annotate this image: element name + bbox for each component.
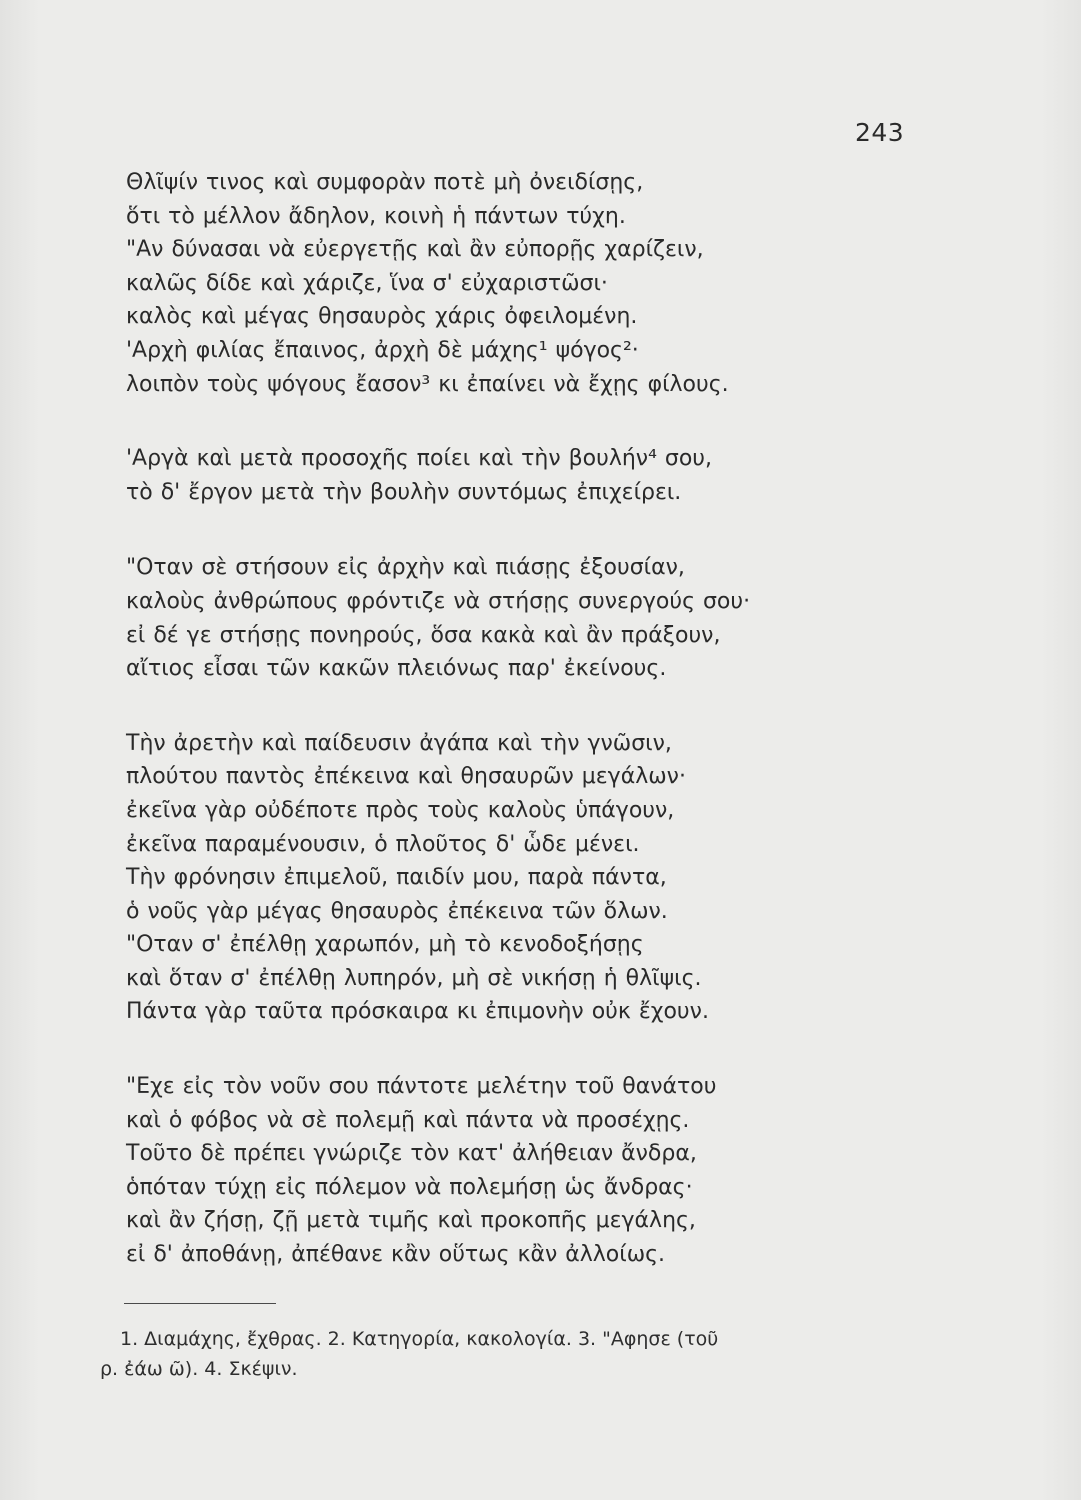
page-number: 243 [855, 118, 905, 147]
verse-line: αἴτιος εἶσαι τῶν κακῶν πλειόνως παρ' ἐκείνους. [126, 656, 667, 682]
verse-line: λοιπὸν τοὺς ψόγους ἔασον³ κι ἐπαίνει νὰ ἔχῃς φίλους. [126, 371, 729, 397]
verse-line: Θλῖψίν τινος καὶ συμφορὰν ποτὲ μὴ ὀνειδίσῃς, [126, 170, 644, 195]
stanza-5 [126, 1070, 886, 1272]
verse-line: τὸ δ' ἔργον μετὰ τὴν βουλὴν συντόμως ἐπιχείρει. [126, 479, 682, 505]
verse-line: "Οταν σὲ στήσουν εἰς ἀρχὴν καὶ πιάσῃς ἐξουσίαν, [126, 555, 685, 581]
verse-line: καλοὺς ἀνθρώπους φρόντιζε νὰ στήσῃς συνεργούς σου· [126, 588, 751, 614]
verse-line: ἐκεῖνα γὰρ οὐδέποτε πρὸς τοὺς καλοὺς ὑπάγουν, [126, 797, 675, 823]
footnote-divider [124, 1303, 276, 1304]
verse-line: καλῶς δίδε καὶ χάριζε, ἵνα σ' εὐχαριστῶσι· [126, 270, 608, 296]
verse-line: ἐκεῖνα παραμένουσιν, ὁ πλοῦτος δ' ὧδε μένει. [126, 831, 640, 857]
verse-line: καὶ ὁ φόβος νὰ σὲ πολεμῇ καὶ πάντα νὰ προσέχῃς. [126, 1107, 690, 1133]
verse-line: πλούτου παντὸς ἐπέκεινα καὶ θησαυρῶν μεγάλων· [126, 764, 686, 790]
verse-line: καὶ ὅταν σ' ἐπέλθῃ λυπηρόν, μὴ σὲ νικήσῃ ἡ θλῖψις. [126, 965, 702, 991]
verse-line: 'Αρχὴ φιλίας ἔπαινος, ἀρχὴ δὲ μάχης¹ ψόγος²· [126, 337, 639, 363]
verse-line: ὅτι τὸ μέλλον ἄδηλον, κοινὴ ἡ πάντων τύχη. [126, 203, 626, 229]
stanza-gap [126, 1029, 886, 1070]
verse-line: Πάντα γὰρ ταῦτα πρόσκαιρα κι ἐπιμονὴν οὐκ ἔχουν. [126, 999, 709, 1025]
stanza-gap [126, 509, 886, 551]
verse-line: Τὴν φρόνησιν ἐπιμελοῦ, παιδίν μου, παρὰ πάντα, [126, 865, 667, 891]
verse-line: ὁπόταν τύχῃ εἰς πόλεμον νὰ πολεμήσῃ ὡς ἄνδρας· [126, 1174, 693, 1200]
stanza-1 [126, 166, 886, 401]
stanza-3 [126, 551, 886, 685]
stanza-gap [126, 686, 886, 727]
verse-line: καλὸς καὶ μέγας θησαυρὸς χάρις ὀφειλομένη. [126, 304, 638, 330]
verse-line: "Αν δύνασαι νὰ εὐεργετῇς καὶ ἂν εὐπορῇς χαρίζειν, [126, 237, 704, 263]
verse-line: "Εχε εἰς τὸν νοῦν σου πάντοτε μελέτην τοῦ θανάτου [126, 1074, 717, 1100]
stanza-4 [126, 727, 886, 1029]
poem-text [126, 166, 886, 1272]
verse-line: Τὴν ἀρετὴν καὶ παίδευσιν ἀγάπα καὶ τὴν γνῶσιν, [126, 730, 672, 756]
stanza-2 [126, 442, 886, 509]
footnotes [100, 1324, 900, 1384]
verse-line: 'Αργὰ καὶ μετὰ προσοχῆς ποίει καὶ τὴν βουλήν⁴ σου, [126, 446, 713, 472]
verse-line: εἰ δέ γε στήσῃς πονηρούς, ὅσα κακὰ καὶ ἂν πράξουν, [126, 622, 721, 648]
stanza-gap [126, 401, 886, 442]
verse-line: "Οταν σ' ἐπέλθῃ χαρωπόν, μὴ τὸ κενοδοξήσῃς [126, 932, 644, 958]
verse-line: Τοῦτο δὲ πρέπει γνώριζε τὸν κατ' ἀλήθειαν ἄνδρα, [126, 1141, 697, 1167]
verse-line: εἰ δ' ἀποθάνῃ, ἀπέθανε κἂν οὕτως κἂν ἀλλοίως. [126, 1242, 666, 1268]
footnote-line: ρ. ἐάω ῶ). 4. Σκέψιν. [100, 1358, 298, 1380]
footnote-line: 1. Διαμάχης, ἔχθρας. 2. Κατηγορία, κακολογία. 3. "Αφησε (τοῦ [120, 1328, 719, 1350]
verse-line: καὶ ἂν ζήσῃ, ζῇ μετὰ τιμῆς καὶ προκοπῆς μεγάλης, [126, 1208, 696, 1234]
verse-line: ὁ νοῦς γὰρ μέγας θησαυρὸς ἐπέκεινα τῶν ὅλων. [126, 898, 668, 924]
